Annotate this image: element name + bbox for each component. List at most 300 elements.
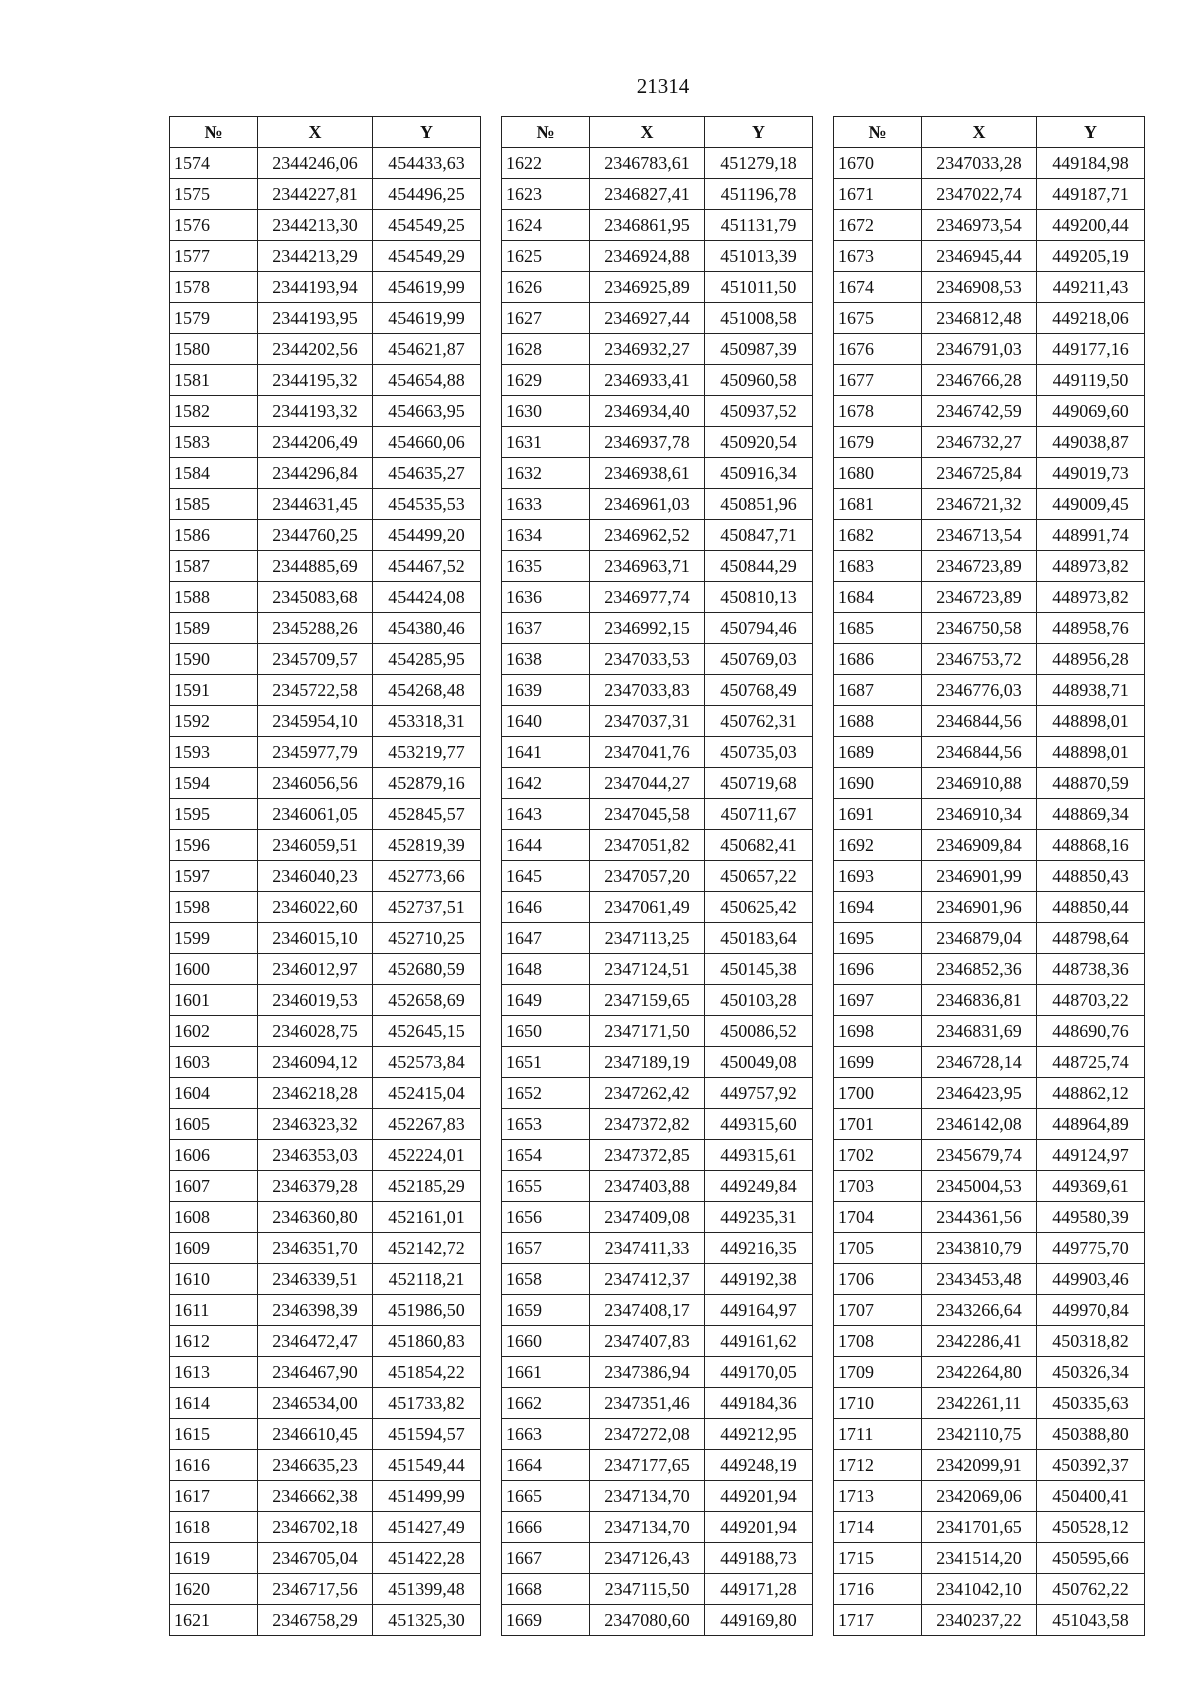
x-coordinate-cell: 2344193,95: [258, 303, 373, 334]
point-number-cell: 1691: [834, 799, 922, 830]
table-row: [834, 985, 1145, 1016]
point-number-cell: 1603: [170, 1047, 258, 1078]
point-number-cell: 1697: [834, 985, 922, 1016]
y-coordinate-cell: 448690,76: [1037, 1016, 1145, 1047]
y-coordinate-cell: 451860,83: [373, 1326, 481, 1357]
y-coordinate-cell: 450920,54: [705, 427, 813, 458]
table-row: [834, 1419, 1145, 1450]
table-row: [834, 1140, 1145, 1171]
y-coordinate-cell: 449009,45: [1037, 489, 1145, 520]
y-coordinate-cell: 453219,77: [373, 737, 481, 768]
y-coordinate-cell: 449580,39: [1037, 1202, 1145, 1233]
x-coordinate-cell: 2346218,28: [258, 1078, 373, 1109]
point-number-cell: 1670: [834, 148, 922, 179]
x-coordinate-cell: 2346379,28: [258, 1171, 373, 1202]
y-coordinate-cell: 449184,36: [705, 1388, 813, 1419]
table-row: [502, 644, 813, 675]
y-coordinate-cell: 454467,52: [373, 551, 481, 582]
table-row: [834, 923, 1145, 954]
point-number-cell: 1674: [834, 272, 922, 303]
x-coordinate-cell: 2346977,74: [590, 582, 705, 613]
column-header-x: X: [590, 117, 705, 148]
point-number-cell: 1616: [170, 1450, 258, 1481]
table-row: [502, 923, 813, 954]
x-coordinate-cell: 2346766,28: [922, 365, 1037, 396]
x-coordinate-cell: 2344885,69: [258, 551, 373, 582]
y-coordinate-cell: 450682,41: [705, 830, 813, 861]
x-coordinate-cell: 2346360,80: [258, 1202, 373, 1233]
y-coordinate-cell: 449315,61: [705, 1140, 813, 1171]
point-number-cell: 1625: [502, 241, 590, 272]
column-header-number: №: [170, 117, 258, 148]
y-coordinate-cell: 449184,98: [1037, 148, 1145, 179]
y-coordinate-cell: 450711,67: [705, 799, 813, 830]
point-number-cell: 1622: [502, 148, 590, 179]
table-row: [170, 737, 481, 768]
table-row: [834, 1481, 1145, 1512]
x-coordinate-cell: 2347409,08: [590, 1202, 705, 1233]
x-coordinate-cell: 2347033,53: [590, 644, 705, 675]
point-number-cell: 1574: [170, 148, 258, 179]
table-row: [170, 272, 481, 303]
point-number-cell: 1632: [502, 458, 590, 489]
point-number-cell: 1607: [170, 1171, 258, 1202]
x-coordinate-cell: 2347189,19: [590, 1047, 705, 1078]
table-row: [170, 179, 481, 210]
y-coordinate-cell: 449124,97: [1037, 1140, 1145, 1171]
x-coordinate-cell: 2347351,46: [590, 1388, 705, 1419]
column-header-number: №: [834, 117, 922, 148]
x-coordinate-cell: 2340237,22: [922, 1605, 1037, 1636]
x-coordinate-cell: 2347115,50: [590, 1574, 705, 1605]
column-header-x: X: [258, 117, 373, 148]
table-row: [834, 830, 1145, 861]
point-number-cell: 1639: [502, 675, 590, 706]
x-coordinate-cell: 2343266,64: [922, 1295, 1037, 1326]
table-row: [834, 458, 1145, 489]
y-coordinate-cell: 449201,94: [705, 1481, 813, 1512]
table-row: [170, 1419, 481, 1450]
y-coordinate-cell: 449119,50: [1037, 365, 1145, 396]
table-row: [834, 613, 1145, 644]
x-coordinate-cell: 2346061,05: [258, 799, 373, 830]
y-coordinate-cell: 450318,82: [1037, 1326, 1145, 1357]
x-coordinate-cell: 2346742,59: [922, 396, 1037, 427]
table-row: [834, 644, 1145, 675]
point-number-cell: 1703: [834, 1171, 922, 1202]
x-coordinate-cell: 2347080,60: [590, 1605, 705, 1636]
y-coordinate-cell: 454499,20: [373, 520, 481, 551]
y-coordinate-cell: 450762,22: [1037, 1574, 1145, 1605]
table-row: [502, 1140, 813, 1171]
y-coordinate-cell: 452161,01: [373, 1202, 481, 1233]
point-number-cell: 1695: [834, 923, 922, 954]
table-row: [502, 1016, 813, 1047]
table-row: [502, 1450, 813, 1481]
table-row: [502, 1543, 813, 1574]
x-coordinate-cell: 2347126,43: [590, 1543, 705, 1574]
table-row: [834, 1512, 1145, 1543]
point-number-cell: 1712: [834, 1450, 922, 1481]
x-coordinate-cell: 2346472,47: [258, 1326, 373, 1357]
y-coordinate-cell: 454380,46: [373, 613, 481, 644]
y-coordinate-cell: 449038,87: [1037, 427, 1145, 458]
x-coordinate-cell: 2346725,84: [922, 458, 1037, 489]
x-coordinate-cell: 2347171,50: [590, 1016, 705, 1047]
point-number-cell: 1652: [502, 1078, 590, 1109]
point-number-cell: 1644: [502, 830, 590, 861]
y-coordinate-cell: 449218,06: [1037, 303, 1145, 334]
x-coordinate-cell: 2347044,27: [590, 768, 705, 799]
x-coordinate-cell: 2346924,88: [590, 241, 705, 272]
y-coordinate-cell: 448870,59: [1037, 768, 1145, 799]
x-coordinate-cell: 2346753,72: [922, 644, 1037, 675]
point-number-cell: 1657: [502, 1233, 590, 1264]
x-coordinate-cell: 2344213,29: [258, 241, 373, 272]
point-number-cell: 1635: [502, 551, 590, 582]
y-coordinate-cell: 450844,29: [705, 551, 813, 582]
table-row: [170, 1605, 481, 1636]
y-coordinate-cell: 454654,88: [373, 365, 481, 396]
table-row: [834, 210, 1145, 241]
y-coordinate-cell: 451854,22: [373, 1357, 481, 1388]
table-row: [170, 303, 481, 334]
table-row: [170, 365, 481, 396]
table-row: [834, 1016, 1145, 1047]
table-row: [502, 706, 813, 737]
table-row: [834, 706, 1145, 737]
table-row: [502, 148, 813, 179]
y-coordinate-cell: 448738,36: [1037, 954, 1145, 985]
y-coordinate-cell: 450595,66: [1037, 1543, 1145, 1574]
point-number-cell: 1606: [170, 1140, 258, 1171]
table-row: [170, 1357, 481, 1388]
table-row: [170, 1574, 481, 1605]
point-number-cell: 1673: [834, 241, 922, 272]
point-number-cell: 1677: [834, 365, 922, 396]
y-coordinate-cell: 450719,68: [705, 768, 813, 799]
table-row: [170, 1388, 481, 1419]
point-number-cell: 1650: [502, 1016, 590, 1047]
table-header-row: [170, 117, 481, 148]
y-coordinate-cell: 452645,15: [373, 1016, 481, 1047]
point-number-cell: 1628: [502, 334, 590, 365]
y-coordinate-cell: 451427,49: [373, 1512, 481, 1543]
point-number-cell: 1580: [170, 334, 258, 365]
point-number-cell: 1584: [170, 458, 258, 489]
y-coordinate-cell: 451422,28: [373, 1543, 481, 1574]
x-coordinate-cell: 2346339,51: [258, 1264, 373, 1295]
x-coordinate-cell: 2346040,23: [258, 861, 373, 892]
y-coordinate-cell: 449169,80: [705, 1605, 813, 1636]
table-row: [502, 1171, 813, 1202]
table-row: [170, 799, 481, 830]
x-coordinate-cell: 2346908,53: [922, 272, 1037, 303]
point-number-cell: 1613: [170, 1357, 258, 1388]
x-coordinate-cell: 2347372,85: [590, 1140, 705, 1171]
y-coordinate-cell: 454549,29: [373, 241, 481, 272]
point-number-cell: 1690: [834, 768, 922, 799]
point-number-cell: 1637: [502, 613, 590, 644]
y-coordinate-cell: 449903,46: [1037, 1264, 1145, 1295]
table-row: [502, 830, 813, 861]
y-coordinate-cell: 454635,27: [373, 458, 481, 489]
table-row: [170, 148, 481, 179]
table-row: [502, 396, 813, 427]
point-number-cell: 1629: [502, 365, 590, 396]
x-coordinate-cell: 2344296,84: [258, 458, 373, 489]
table-row: [834, 1605, 1145, 1636]
x-coordinate-cell: 2346879,04: [922, 923, 1037, 954]
y-coordinate-cell: 454285,95: [373, 644, 481, 675]
point-number-cell: 1585: [170, 489, 258, 520]
y-coordinate-cell: 454496,25: [373, 179, 481, 210]
point-number-cell: 1663: [502, 1419, 590, 1450]
point-number-cell: 1681: [834, 489, 922, 520]
point-number-cell: 1679: [834, 427, 922, 458]
point-number-cell: 1692: [834, 830, 922, 861]
y-coordinate-cell: 451399,48: [373, 1574, 481, 1605]
y-coordinate-cell: 448868,16: [1037, 830, 1145, 861]
y-coordinate-cell: 448964,89: [1037, 1109, 1145, 1140]
point-number-cell: 1575: [170, 179, 258, 210]
x-coordinate-cell: 2343453,48: [922, 1264, 1037, 1295]
y-coordinate-cell: 452773,66: [373, 861, 481, 892]
x-coordinate-cell: 2346019,53: [258, 985, 373, 1016]
table-row: [170, 1295, 481, 1326]
y-coordinate-cell: 451594,57: [373, 1419, 481, 1450]
x-coordinate-cell: 2347033,83: [590, 675, 705, 706]
x-coordinate-cell: 2346776,03: [922, 675, 1037, 706]
x-coordinate-cell: 2347057,20: [590, 861, 705, 892]
table-row: [170, 1264, 481, 1295]
point-number-cell: 1698: [834, 1016, 922, 1047]
x-coordinate-cell: 2344227,81: [258, 179, 373, 210]
x-coordinate-cell: 2346723,89: [922, 582, 1037, 613]
y-coordinate-cell: 452185,29: [373, 1171, 481, 1202]
table-row: [502, 1574, 813, 1605]
y-coordinate-cell: 451011,50: [705, 272, 813, 303]
table-header-row: [834, 117, 1145, 148]
table-row: [502, 303, 813, 334]
y-coordinate-cell: 449164,97: [705, 1295, 813, 1326]
x-coordinate-cell: 2344202,56: [258, 334, 373, 365]
y-coordinate-cell: 450145,38: [705, 954, 813, 985]
table-row: [834, 334, 1145, 365]
x-coordinate-cell: 2346635,23: [258, 1450, 373, 1481]
table-row: [502, 582, 813, 613]
point-number-cell: 1595: [170, 799, 258, 830]
y-coordinate-cell: 449170,05: [705, 1357, 813, 1388]
point-number-cell: 1671: [834, 179, 922, 210]
point-number-cell: 1668: [502, 1574, 590, 1605]
y-coordinate-cell: 452267,83: [373, 1109, 481, 1140]
x-coordinate-cell: 2346791,03: [922, 334, 1037, 365]
table-row: [502, 1264, 813, 1295]
point-number-cell: 1662: [502, 1388, 590, 1419]
y-coordinate-cell: 449171,28: [705, 1574, 813, 1605]
y-coordinate-cell: 451733,82: [373, 1388, 481, 1419]
y-coordinate-cell: 451499,99: [373, 1481, 481, 1512]
x-coordinate-cell: 2346962,52: [590, 520, 705, 551]
table-row: [834, 675, 1145, 706]
x-coordinate-cell: 2346015,10: [258, 923, 373, 954]
y-coordinate-cell: 449249,84: [705, 1171, 813, 1202]
point-number-cell: 1699: [834, 1047, 922, 1078]
table-row: [834, 861, 1145, 892]
y-coordinate-cell: 454424,08: [373, 582, 481, 613]
point-number-cell: 1696: [834, 954, 922, 985]
point-number-cell: 1578: [170, 272, 258, 303]
point-number-cell: 1605: [170, 1109, 258, 1140]
point-number-cell: 1596: [170, 830, 258, 861]
table-row: [502, 892, 813, 923]
table-row: [834, 1295, 1145, 1326]
x-coordinate-cell: 2344760,25: [258, 520, 373, 551]
point-number-cell: 1648: [502, 954, 590, 985]
point-number-cell: 1597: [170, 861, 258, 892]
point-number-cell: 1658: [502, 1264, 590, 1295]
x-coordinate-cell: 2342261,11: [922, 1388, 1037, 1419]
table-row: [834, 241, 1145, 272]
x-coordinate-cell: 2345288,26: [258, 613, 373, 644]
point-number-cell: 1590: [170, 644, 258, 675]
x-coordinate-cell: 2346910,34: [922, 799, 1037, 830]
point-number-cell: 1627: [502, 303, 590, 334]
x-coordinate-cell: 2346973,54: [922, 210, 1037, 241]
point-number-cell: 1601: [170, 985, 258, 1016]
y-coordinate-cell: 452658,69: [373, 985, 481, 1016]
table-row: [170, 1140, 481, 1171]
y-coordinate-cell: 454268,48: [373, 675, 481, 706]
table-row: [502, 1295, 813, 1326]
x-coordinate-cell: 2341042,10: [922, 1574, 1037, 1605]
x-coordinate-cell: 2347386,94: [590, 1357, 705, 1388]
table-row: [502, 1357, 813, 1388]
y-coordinate-cell: 448850,44: [1037, 892, 1145, 923]
x-coordinate-cell: 2344193,32: [258, 396, 373, 427]
x-coordinate-cell: 2345004,53: [922, 1171, 1037, 1202]
y-coordinate-cell: 451131,79: [705, 210, 813, 241]
table-row: [834, 1543, 1145, 1574]
y-coordinate-cell: 448938,71: [1037, 675, 1145, 706]
point-number-cell: 1680: [834, 458, 922, 489]
y-coordinate-cell: 452737,51: [373, 892, 481, 923]
point-number-cell: 1649: [502, 985, 590, 1016]
x-coordinate-cell: 2346723,89: [922, 551, 1037, 582]
table-row: [170, 892, 481, 923]
table-row: [502, 954, 813, 985]
point-number-cell: 1600: [170, 954, 258, 985]
point-number-cell: 1702: [834, 1140, 922, 1171]
y-coordinate-cell: 454660,06: [373, 427, 481, 458]
x-coordinate-cell: 2344246,06: [258, 148, 373, 179]
point-number-cell: 1689: [834, 737, 922, 768]
table-row: [834, 303, 1145, 334]
point-number-cell: 1576: [170, 210, 258, 241]
point-number-cell: 1643: [502, 799, 590, 830]
table-row: [170, 1171, 481, 1202]
point-number-cell: 1621: [170, 1605, 258, 1636]
x-coordinate-cell: 2347037,31: [590, 706, 705, 737]
y-coordinate-cell: 449019,73: [1037, 458, 1145, 489]
x-coordinate-cell: 2346963,71: [590, 551, 705, 582]
point-number-cell: 1667: [502, 1543, 590, 1574]
y-coordinate-cell: 450335,63: [1037, 1388, 1145, 1419]
y-coordinate-cell: 450326,34: [1037, 1357, 1145, 1388]
y-coordinate-cell: 449205,19: [1037, 241, 1145, 272]
table-row: [834, 1326, 1145, 1357]
y-coordinate-cell: 450392,37: [1037, 1450, 1145, 1481]
point-number-cell: 1683: [834, 551, 922, 582]
y-coordinate-cell: 452845,57: [373, 799, 481, 830]
x-coordinate-cell: 2346861,95: [590, 210, 705, 241]
x-coordinate-cell: 2347134,70: [590, 1512, 705, 1543]
y-coordinate-cell: 454621,87: [373, 334, 481, 365]
point-number-cell: 1672: [834, 210, 922, 241]
y-coordinate-cell: 449069,60: [1037, 396, 1145, 427]
x-coordinate-cell: 2346398,39: [258, 1295, 373, 1326]
table-row: [170, 923, 481, 954]
point-number-cell: 1636: [502, 582, 590, 613]
table-row: [834, 427, 1145, 458]
point-number-cell: 1602: [170, 1016, 258, 1047]
x-coordinate-cell: 2346901,96: [922, 892, 1037, 923]
table-row: [502, 1202, 813, 1233]
table-row: [502, 272, 813, 303]
point-number-cell: 1586: [170, 520, 258, 551]
y-coordinate-cell: 450528,12: [1037, 1512, 1145, 1543]
point-number-cell: 1641: [502, 737, 590, 768]
table-row: [170, 985, 481, 1016]
point-number-cell: 1623: [502, 179, 590, 210]
x-coordinate-cell: 2343810,79: [922, 1233, 1037, 1264]
point-number-cell: 1594: [170, 768, 258, 799]
table-row: [834, 272, 1145, 303]
coordinate-tables: [169, 116, 1145, 1636]
y-coordinate-cell: 448973,82: [1037, 551, 1145, 582]
y-coordinate-cell: 452819,39: [373, 830, 481, 861]
point-number-cell: 1638: [502, 644, 590, 675]
y-coordinate-cell: 450183,64: [705, 923, 813, 954]
y-coordinate-cell: 452142,72: [373, 1233, 481, 1264]
x-coordinate-cell: 2346925,89: [590, 272, 705, 303]
y-coordinate-cell: 454619,99: [373, 272, 481, 303]
x-coordinate-cell: 2346758,29: [258, 1605, 373, 1636]
x-coordinate-cell: 2346844,56: [922, 737, 1037, 768]
table-row: [834, 582, 1145, 613]
y-coordinate-cell: 448725,74: [1037, 1047, 1145, 1078]
x-coordinate-cell: 2347134,70: [590, 1481, 705, 1512]
table-row: [502, 241, 813, 272]
point-number-cell: 1626: [502, 272, 590, 303]
x-coordinate-cell: 2346467,90: [258, 1357, 373, 1388]
x-coordinate-cell: 2347403,88: [590, 1171, 705, 1202]
y-coordinate-cell: 450794,46: [705, 613, 813, 644]
y-coordinate-cell: 452573,84: [373, 1047, 481, 1078]
y-coordinate-cell: 450049,08: [705, 1047, 813, 1078]
table-row: [834, 1388, 1145, 1419]
x-coordinate-cell: 2344213,30: [258, 210, 373, 241]
y-coordinate-cell: 450762,31: [705, 706, 813, 737]
point-number-cell: 1659: [502, 1295, 590, 1326]
x-coordinate-cell: 2347041,76: [590, 737, 705, 768]
table-row: [170, 1047, 481, 1078]
table-row: [834, 1171, 1145, 1202]
y-coordinate-cell: 449212,95: [705, 1419, 813, 1450]
x-coordinate-cell: 2345679,74: [922, 1140, 1037, 1171]
point-number-cell: 1604: [170, 1078, 258, 1109]
